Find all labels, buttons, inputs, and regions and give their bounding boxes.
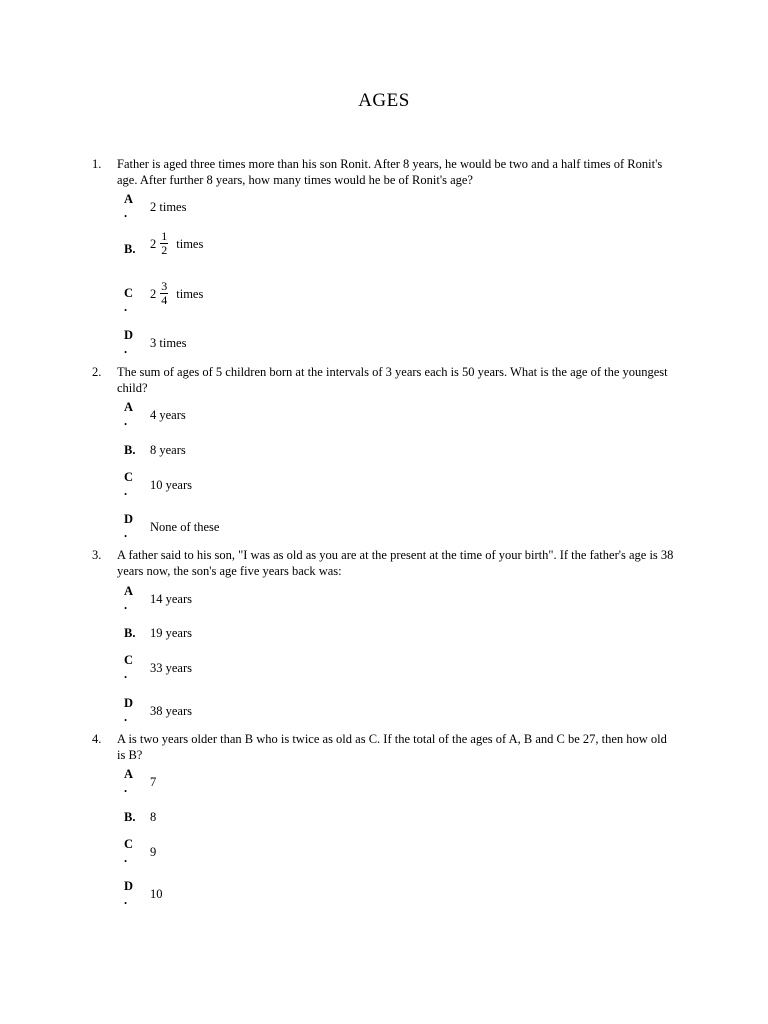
option-text: 33 years xyxy=(150,661,192,675)
option-letter: B. xyxy=(124,443,136,457)
fraction: $\frac{1}{2}$ xyxy=(161,229,168,257)
option-text: 10 years xyxy=(150,478,192,492)
q4-option-c[interactable] xyxy=(0,837,768,873)
q2-option-d[interactable] xyxy=(0,512,768,548)
q3-option-a[interactable] xyxy=(0,584,768,620)
option-text: 3 times xyxy=(150,336,187,350)
q4-option-a[interactable] xyxy=(0,767,768,803)
option-text: 7 xyxy=(150,775,157,789)
option-letter: C . xyxy=(124,470,134,498)
fraction: $\frac{3}{4}$ xyxy=(161,279,168,307)
question-number: 1. xyxy=(92,157,102,171)
q3-option-c[interactable] xyxy=(0,653,768,689)
option-letter: A . xyxy=(124,192,134,220)
option-letter: B. xyxy=(124,626,136,640)
question-text: The sum of ages of 5 children born at the intervals of 3 years each is 50 years. What is the age of the youngest child? xyxy=(117,365,668,395)
option-text: 8 xyxy=(150,810,157,824)
option-letter: A . xyxy=(124,584,134,612)
option-letter: C . xyxy=(124,653,134,681)
option-text: 14 years xyxy=(150,592,192,606)
option-text: 4 years xyxy=(150,408,186,422)
option-text: 10 xyxy=(150,887,163,901)
question-number: 2. xyxy=(92,365,102,379)
page-title: AGES xyxy=(358,90,410,111)
q3-option-b[interactable] xyxy=(0,624,768,654)
option-letter: B. xyxy=(124,242,136,256)
option-text: 8 years xyxy=(150,443,186,457)
question-text: A is two years older than B who is twice as old as C. If the total of the ages of A, B and C be 27, then how old is B? xyxy=(117,732,667,762)
q1-option-a[interactable] xyxy=(0,192,768,228)
q2-option-b[interactable] xyxy=(0,441,768,471)
question-number: 4. xyxy=(92,732,102,746)
option-letter: C . xyxy=(124,286,134,314)
option-letter: A . xyxy=(124,767,134,795)
option-text: 2 times xyxy=(150,200,187,214)
option-letter: C . xyxy=(124,837,134,865)
option-fraction: 2 $\frac{3}{4}$ times xyxy=(150,279,204,307)
option-letter: D . xyxy=(124,512,134,540)
option-text: 38 years xyxy=(150,704,192,718)
question-text: A father said to his son, "I was as old as you are at the present at the time of your birth". If the father's age is 38 years now, the son's age five years back was: xyxy=(117,548,674,578)
option-text: 9 xyxy=(150,845,157,859)
q1-option-d[interactable] xyxy=(0,328,768,364)
q2-option-a[interactable] xyxy=(0,400,768,436)
option-letter: B. xyxy=(124,810,136,824)
option-text: None of these xyxy=(150,520,220,534)
option-fraction: 2 $\frac{1}{2}$ times xyxy=(150,229,204,257)
question-text: Father is aged three times more than his son Ronit. After 8 years, he would be two and a half times of Ronit's age. After further 8 years, how many times would he be of Ronit's age? xyxy=(117,157,663,187)
q4-option-b[interactable] xyxy=(0,808,768,838)
q1-option-b[interactable] xyxy=(0,229,768,270)
q3-option-d[interactable] xyxy=(0,696,768,732)
option-letter: A . xyxy=(124,400,134,428)
q4-option-d[interactable] xyxy=(0,879,768,915)
q2-option-c[interactable] xyxy=(0,470,768,506)
option-text: 19 years xyxy=(150,626,192,640)
q1-option-c[interactable] xyxy=(0,279,768,320)
question-number: 3. xyxy=(92,548,102,562)
option-letter: D . xyxy=(124,328,134,356)
option-letter: D . xyxy=(124,696,134,724)
option-letter: D . xyxy=(124,879,134,907)
